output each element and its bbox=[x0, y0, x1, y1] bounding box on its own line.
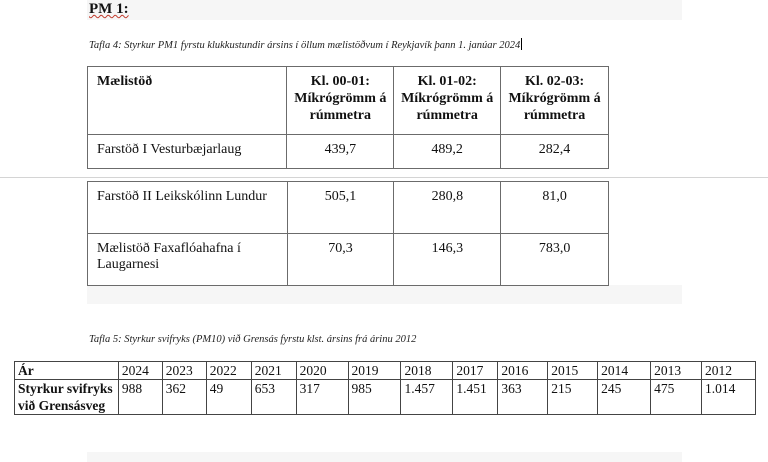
station-name-cell: Mælistöð Faxaflóahafna í Laugarnesi bbox=[88, 234, 288, 286]
table-row bbox=[88, 135, 609, 169]
value-cell: 363 bbox=[498, 380, 548, 415]
value-cell: 282,4 bbox=[501, 135, 609, 169]
value-cell: 1.457 bbox=[401, 380, 453, 415]
table5-caption: Tafla 5: Styrkur svifryks (PM10) við Grensás fyrstu klst. ársins frá árinu 2012 bbox=[89, 334, 417, 345]
value-cell: 1.451 bbox=[453, 380, 498, 415]
pm10-table bbox=[14, 361, 756, 415]
year-cell: 2013 bbox=[651, 362, 702, 380]
year-label-cell: Ár bbox=[15, 362, 119, 380]
value-cell: 81,0 bbox=[501, 182, 609, 234]
value-cell: 49 bbox=[206, 380, 251, 415]
paragraph-shade-top bbox=[87, 0, 682, 20]
year-header-row bbox=[15, 362, 756, 380]
year-cell: 2019 bbox=[348, 362, 401, 380]
year-cell: 2012 bbox=[701, 362, 755, 380]
section-heading: PM 1: bbox=[89, 1, 129, 17]
value-cell: 1.014 bbox=[701, 380, 755, 415]
value-cell: 988 bbox=[118, 380, 162, 415]
table-header-row bbox=[88, 67, 609, 135]
year-cell: 2015 bbox=[548, 362, 598, 380]
value-cell: 475 bbox=[651, 380, 702, 415]
value-cell: 362 bbox=[162, 380, 206, 415]
year-cell: 2020 bbox=[296, 362, 348, 380]
header-cell-station: Mælistöð bbox=[88, 67, 287, 135]
year-cell: 2024 bbox=[118, 362, 162, 380]
value-cell: 985 bbox=[348, 380, 401, 415]
value-cell: 317 bbox=[296, 380, 348, 415]
year-cell: 2018 bbox=[401, 362, 453, 380]
table-row bbox=[88, 234, 609, 286]
year-cell: 2022 bbox=[206, 362, 251, 380]
row-label-cell: Styrkur svifryks við Grensásveg bbox=[15, 380, 119, 415]
value-cell: 439,7 bbox=[287, 135, 394, 169]
paragraph-shade-bottom bbox=[87, 452, 682, 462]
year-cell: 2014 bbox=[598, 362, 651, 380]
table4-caption-text: Tafla 4: Styrkur PM1 fyrstu klukkustundir ársins í öllum mælistöðvum í Reykjavík þann 1. janúar 2024 bbox=[89, 40, 521, 51]
header-cell-hour-1: Kl. 00-01: Míkrógrömm á rúmmetra bbox=[287, 67, 394, 135]
value-cell: 653 bbox=[251, 380, 296, 415]
header-cell-hour-3: Kl. 02-03: Míkrógrömm á rúmmetra bbox=[501, 67, 609, 135]
value-row bbox=[15, 380, 756, 415]
header-cell-hour-2: Kl. 01-02: Míkrógrömm á rúmmetra bbox=[394, 67, 501, 135]
station-name-cell: Farstöð I Vesturbæjarlaug bbox=[88, 135, 287, 169]
year-cell: 2016 bbox=[498, 362, 548, 380]
value-cell: 215 bbox=[548, 380, 598, 415]
value-cell: 146,3 bbox=[394, 234, 501, 286]
value-cell: 70,3 bbox=[287, 234, 394, 286]
value-cell: 505,1 bbox=[287, 182, 394, 234]
year-cell: 2017 bbox=[453, 362, 498, 380]
value-cell: 245 bbox=[598, 380, 651, 415]
pm1-table-continued bbox=[87, 181, 609, 286]
year-cell: 2021 bbox=[251, 362, 296, 380]
year-cell: 2023 bbox=[162, 362, 206, 380]
text-cursor bbox=[521, 38, 522, 50]
station-name-cell: Farstöð II Leikskólinn Lundur bbox=[88, 182, 288, 234]
page-break-line bbox=[0, 177, 768, 178]
paragraph-shade-mid bbox=[87, 285, 682, 304]
value-cell: 280,8 bbox=[394, 182, 501, 234]
table4-caption[interactable] bbox=[89, 38, 522, 51]
table-row bbox=[88, 182, 609, 234]
value-cell: 489,2 bbox=[394, 135, 501, 169]
value-cell: 783,0 bbox=[501, 234, 609, 286]
pm1-table-top bbox=[87, 66, 609, 169]
